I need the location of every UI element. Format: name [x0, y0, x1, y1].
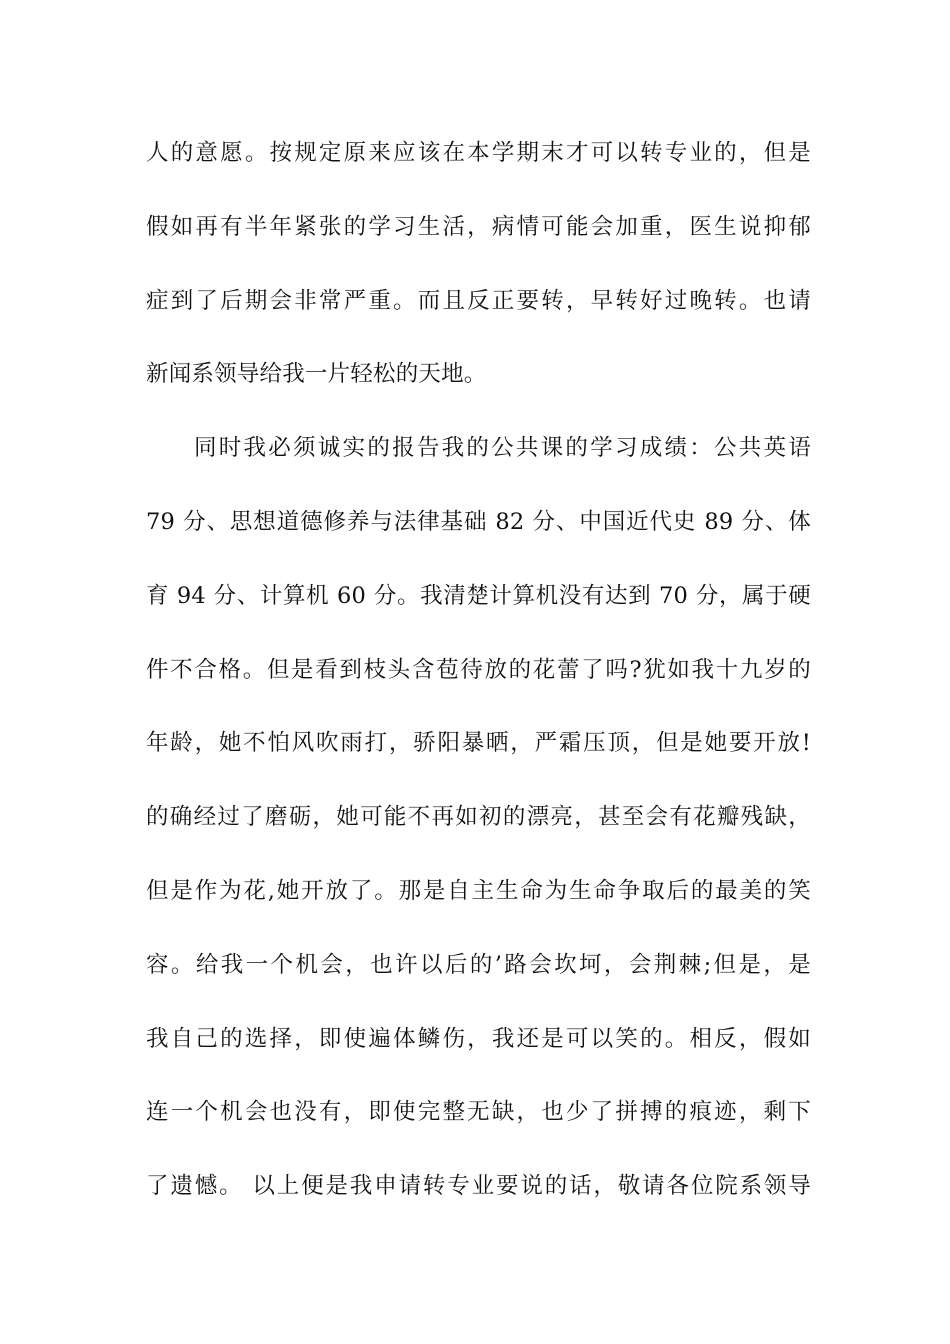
text-line: 了遗憾。 以上便是我申请转专业要说的话，敬请各位院系领导: [146, 1173, 811, 1200]
text-line: 症到了后期会非常严重。而且反正要转，早转好过晚转。也请: [146, 287, 811, 314]
text-line: 假如再有半年紧张的学习生活，病情可能会加重，医生说抑郁: [146, 213, 811, 240]
text-line: 我自己的选择，即使遍体鳞伤，我还是可以笑的。相反，假如: [146, 1025, 811, 1052]
text-line: 育 94 分、计算机 60 分。我清楚计算机没有达到 70 分，属于硬: [146, 582, 811, 609]
text-line: 新闻系领导给我一片轻松的天地。: [146, 361, 487, 388]
text-line: 的确经过了磨砺，她可能不再如初的漂亮，甚至会有花瓣残缺，: [146, 804, 811, 831]
text-line-paragraph-start: 同时我必须诚实的报告我的公共课的学习成绩：公共英语: [194, 435, 811, 462]
text-line: 人的意愿。按规定原来应该在本学期末才可以转专业的，但是: [146, 140, 811, 166]
text-line: 连一个机会也没有，即使完整无缺，也少了拼搏的痕迹，剩下: [146, 1099, 811, 1126]
text-line: 但是作为花,她开放了。那是自主生命为生命争取后的最美的笑: [146, 877, 811, 904]
text-line: 年龄，她不怕风吹雨打，骄阳暴晒，严霜压顶，但是她要开放!: [146, 730, 811, 757]
text-line: 79 分、思想道德修养与法律基础 82 分、中国近代史 89 分、体: [146, 508, 811, 535]
text-line: 容。给我一个机会，也许以后的’路会坎坷，会荆棘;但是，是: [146, 951, 811, 978]
body-text: [146, 130, 811, 1237]
text-line: 件不合格。但是看到枝头含苞待放的花蕾了吗?犹如我十九岁的: [146, 656, 811, 683]
